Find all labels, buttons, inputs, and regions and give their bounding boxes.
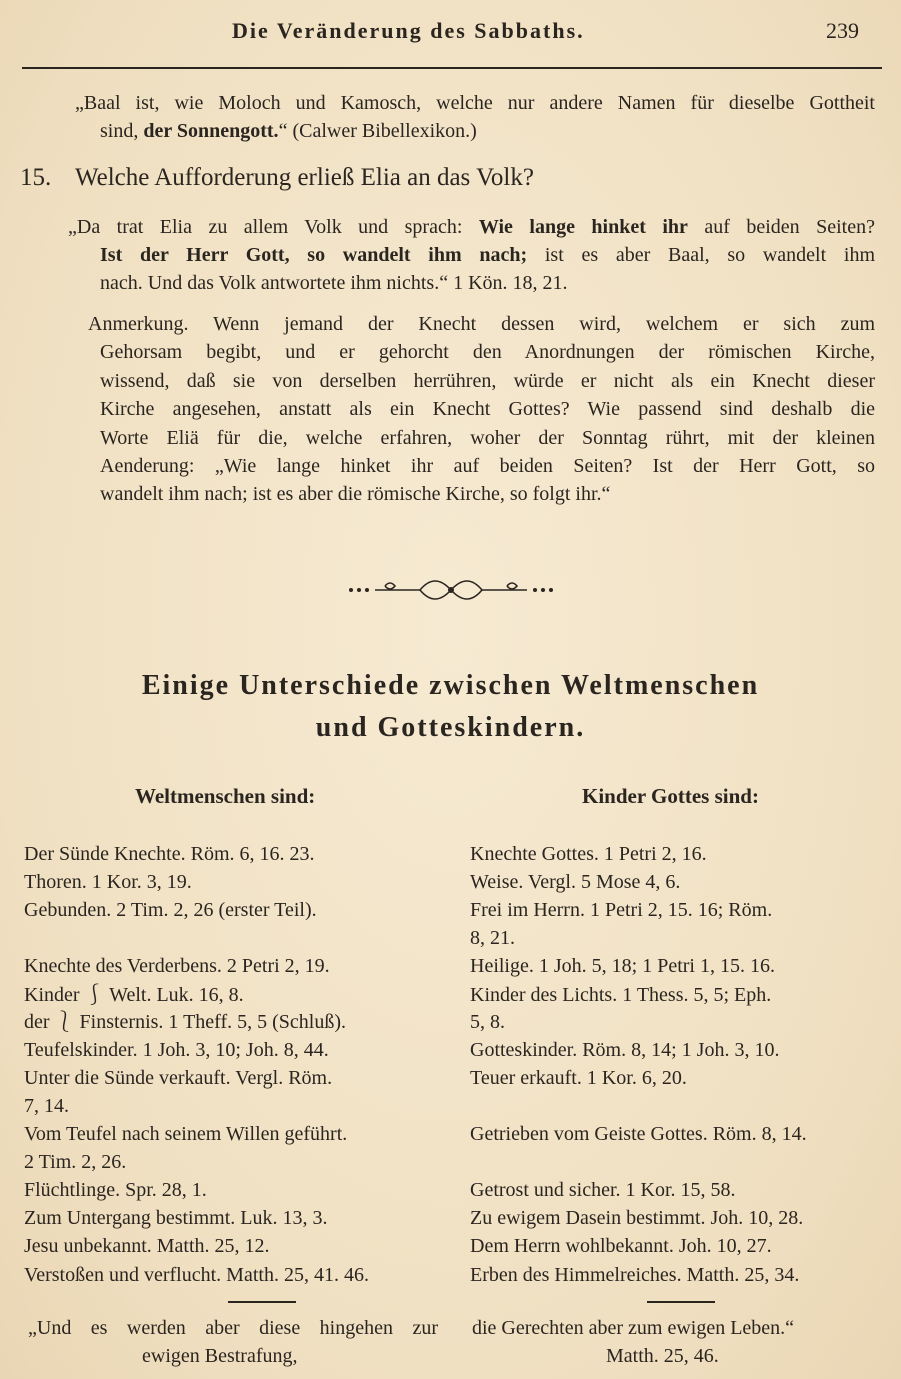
left-column-entry: Der Sünde Knechte. Röm. 6, 16. 23. [24, 843, 315, 865]
intro-quote-line [100, 119, 477, 143]
note-line: Kirche angesehen, anstatt als ein Knecht Gottes? Wie passend sind deshalb die [100, 398, 875, 421]
right-column-entry: Dem Herrn wohlbekannt. Joh. 10, 27. [470, 1235, 772, 1257]
right-column-entry: 5, 8. [470, 1011, 505, 1033]
text-segment: „Baal ist, wie Moloch und Kamosch, welche nur andere Namen für dieselbe Gottheit [75, 92, 875, 114]
left-column-entry: 7, 14. [24, 1095, 69, 1117]
left-column-entry: Verstoßen und verflucht. Matth. 25, 41. 46. [24, 1264, 369, 1286]
left-column-entry: Knechte des Verderbens. 2 Petri 2, 19. [24, 955, 330, 977]
header-rule [22, 67, 882, 69]
right-column-entry: Knechte Gottes. 1 Petri 2, 16. [470, 843, 707, 865]
right-closing-rule [647, 1301, 715, 1303]
page-number: 239 [826, 18, 859, 43]
note-line: Aenderung: „Wie lange hinket ihr auf beiden Seiten? Ist der Herr Gott, so [100, 455, 875, 477]
left-column-entry: Flüchtlinge. Spr. 28, 1. [24, 1179, 207, 1201]
answer-quote-line [68, 215, 875, 239]
left-column-entry: Zum Untergang bestimmt. Luk. 13, 3. [24, 1207, 328, 1229]
text-segment: „Da trat Elia zu allem Volk und sprach: [68, 216, 479, 238]
right-column-entry: Zu ewigem Dasein bestimmt. Joh. 10, 28. [470, 1207, 804, 1229]
bold-text: der Sonnengott. [143, 120, 279, 142]
left-column-entry: Vom Teufel nach seinem Willen geführt. [24, 1123, 348, 1145]
text-segment: sind, [100, 120, 144, 142]
left-column-entry: Teufelskinder. 1 Joh. 3, 10; Joh. 8, 44. [24, 1039, 329, 1061]
intro-quote-line [75, 91, 875, 115]
left-closing-quote-line: „Und es werden aber diese hingehen zur [28, 1317, 438, 1339]
answer-quote-line [100, 243, 875, 267]
left-column-entry: Thoren. 1 Kor. 3, 19. [24, 871, 192, 893]
bold-text: Wie lange hinket ihr [478, 216, 688, 238]
left-column-entry: Jesu unbekannt. Matth. 25, 12. [24, 1235, 270, 1257]
note-line: wandelt ihm nach; ist es aber die römische Kirche, so folgt ihr.“ [100, 483, 611, 506]
right-column-entry: Gotteskinder. Röm. 8, 14; 1 Joh. 3, 10. [470, 1039, 780, 1061]
bold-text: Ist der Herr Gott, so wandelt ihm nach; [100, 244, 528, 266]
text-segment: “ (Calwer Bibellexikon.) [278, 120, 477, 142]
text-segment: nach. Und das Volk antwortete ihm nichts.“ 1 Kön. 18, 21. [100, 272, 568, 294]
left-column-entry: 2 Tim. 2, 26. [24, 1151, 127, 1173]
section-title-line-2: und Gotteskindern. [315, 712, 586, 743]
ornament-divider-icon [345, 574, 557, 606]
section-title-line-1: Einige Unterschiede zwischen Weltmenschen [141, 670, 760, 701]
right-column-entry: Heilige. 1 Joh. 5, 18; 1 Petri 1, 15. 16. [470, 955, 775, 977]
running-header-title: Die Veränderung des Sabbaths. [232, 18, 585, 43]
left-column-entry: Kinder ⎰ Welt. Luk. 16, 8. [24, 984, 244, 1006]
note-line: Anmerkung. Wenn jemand der Knecht dessen wird, welchem er sich zum [88, 313, 875, 335]
text-segment: auf beiden Seiten? [687, 216, 875, 238]
left-closing-rule [228, 1301, 296, 1303]
question-text: Welche Aufforderung erließ Elia an das Volk? [75, 164, 534, 191]
text-segment: ist es aber Baal, so wandelt ihm [527, 244, 876, 266]
question-number: 15. [20, 164, 52, 191]
left-column-entry: Gebunden. 2 Tim. 2, 26 (erster Teil). [24, 899, 317, 921]
left-column-heading: Weltmenschen sind: [135, 784, 316, 808]
right-column-entry: Weise. Vergl. 5 Mose 4, 6. [470, 871, 681, 893]
right-column-entry: Getrost und sicher. 1 Kor. 15, 58. [470, 1179, 736, 1201]
left-column-entry: Unter die Sünde verkauft. Vergl. Röm. [24, 1067, 333, 1089]
right-column-entry: Getrieben vom Geiste Gottes. Röm. 8, 14. [470, 1123, 807, 1145]
note-line: Gehorsam begibt, und er gehorcht den Anordnungen der römischen Kirche, [100, 341, 875, 364]
left-closing-quote-line: ewigen Bestrafung, [142, 1345, 298, 1367]
answer-quote-line [100, 271, 568, 295]
right-column-entry: 8, 21. [470, 927, 515, 949]
right-column-heading: Kinder Gottes sind: [582, 784, 759, 808]
right-column-entry: Erben des Himmelreiches. Matth. 25, 34. [470, 1264, 800, 1286]
left-column-entry: der ⎱ Finsternis. 1 Theff. 5, 5 (Schluß). [24, 1011, 347, 1033]
note-line: wissend, daß sie von derselben herrühren, würde er nicht als ein Knecht dieser [100, 369, 875, 392]
right-column-entry: Frei im Herrn. 1 Petri 2, 15. 16; Röm. [470, 899, 773, 921]
note-line: Worte Eliä für die, welche erfahren, woher der Sonntag rührt, mit der kleinen [100, 426, 875, 449]
right-column-entry: Kinder des Lichts. 1 Thess. 5, 5; Eph. [470, 984, 772, 1006]
right-column-entry: Teuer erkauft. 1 Kor. 6, 20. [470, 1067, 687, 1089]
right-closing-quote-line: Matth. 25, 46. [606, 1345, 719, 1367]
right-closing-quote-line: die Gerechten aber zum ewigen Leben.“ [472, 1317, 795, 1339]
